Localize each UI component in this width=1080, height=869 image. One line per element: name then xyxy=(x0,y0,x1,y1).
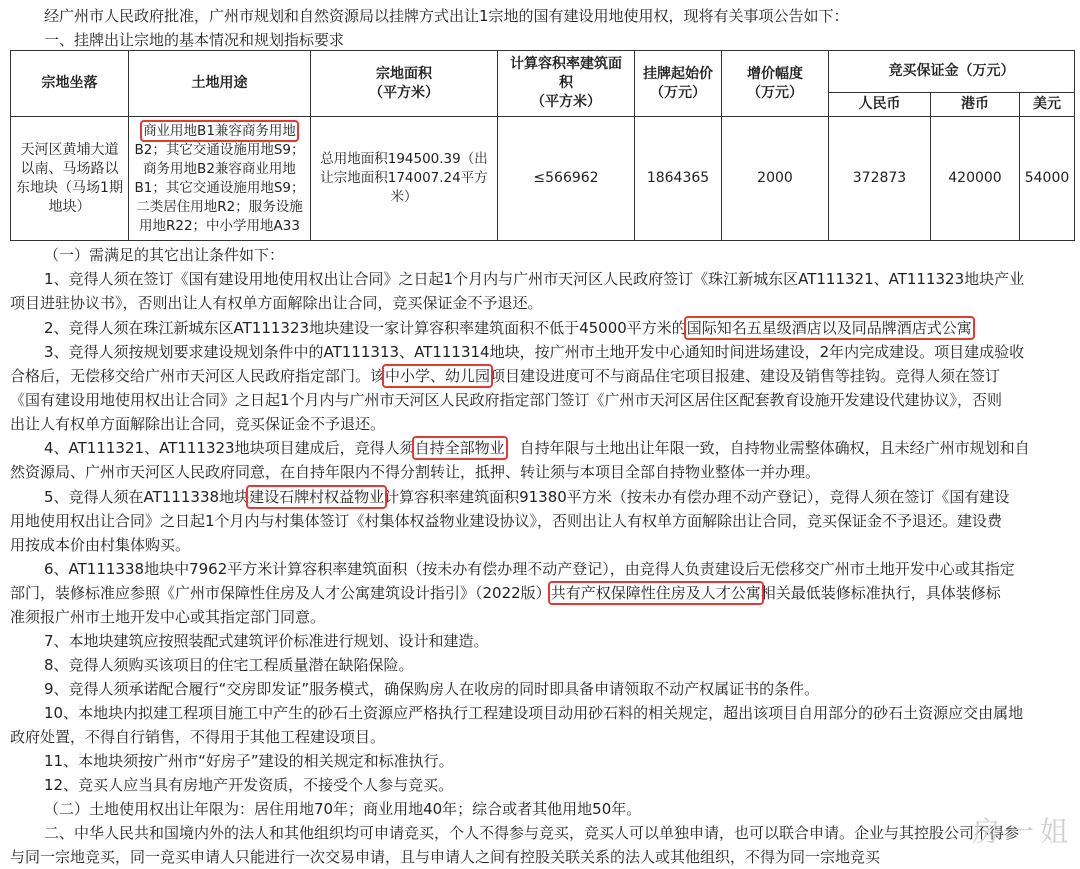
header-deposit: 竞买保证金（万元） xyxy=(829,51,1075,93)
header-usd: 美元 xyxy=(1020,93,1075,117)
header-start-price: 挂牌起始价 （万元） xyxy=(635,51,722,117)
header-hkd: 港币 xyxy=(931,93,1020,117)
condition-9: 9、竞得人须承诺配合履行“交房即发证”服务模式，确保购房人在收房的同时即具备申请领取不动产权属证书的条件。 xyxy=(44,680,820,698)
cell-location: 天河区黄埔大道以南、马场路以东地块（马场1期地块） xyxy=(11,117,129,241)
header-location: 宗地坐落 xyxy=(11,51,129,117)
condition-3-text-b: 项目建设进度可不与商品住宅项目报建、建设及销售等挂钩。竞得人须在签订 xyxy=(490,367,1001,385)
header-far-area: 计算容积率建筑面 积 （平方米） xyxy=(498,51,635,117)
intro-text: 经广州市人民政府批准，广州市规划和自然资源局以挂牌方式出让1宗地的国有建设用地使用权，现将有关事项公告如下： xyxy=(44,7,849,25)
cell-rmb: 372873 xyxy=(829,117,931,241)
condition-5-cont1: 用地使用权出让合同》之日起1个月内与村集体签订《村集体权益物业建设协议》，否则出让人有权单方面解除出让合同，竞买保证金不予退还。建设费 xyxy=(10,512,1003,530)
parcel-info-table xyxy=(10,50,1075,241)
highlight-village-property: 建设石牌村权益物业 xyxy=(249,488,385,506)
condition-10-cont: 政府处置，不得自行销售，不得用于其他工程建设项目。 xyxy=(10,728,386,746)
condition-4-text-b: ，自持年限与土地出让年限一致，自持物业需整体确权，且未经广州市规划和自 xyxy=(504,439,1030,457)
condition-6-cont2: 准须报广州市土地开发中心或其指定部门同意。 xyxy=(10,608,326,626)
cell-far-area: ≤566962 xyxy=(498,117,635,241)
condition-7: 7、本地块建筑应按照装配式建筑评价标准进行规划、设计和建造。 xyxy=(44,632,489,650)
condition-5-text-b: 计算容积率建筑面积91380平方米（按未办有偿办理不动产登记），竞得人须在签订《国有建设 xyxy=(384,488,1010,506)
watermark: 房一姐 xyxy=(971,815,1074,848)
condition-2-text: 2、竞得人须在珠江新城东区AT111323地块建设一家计算容积率建筑面积不低于45000平方米的 xyxy=(44,319,687,337)
cell-use xyxy=(129,117,311,241)
conditions-title: （一）需满足的其它出让条件如下： xyxy=(44,246,285,264)
condition-3-cont1 xyxy=(10,364,1072,388)
condition-6: 6、AT111338地块中7962平方米计算容积率建筑面积（按未办有偿办理不动产登记），由竞得人负责建设后无偿移交广州市土地开发中心或其指定 xyxy=(44,560,1015,578)
cell-area: 总用地面积194500.39（出让宗地面积174007.24平方米） xyxy=(311,117,498,241)
condition-11: 11、本地块须按广州市“好房子”建设的相关规定和标准执行。 xyxy=(44,752,454,770)
section2-text-cont: 与同一宗地竞买，同一竞买申请人只能进行一次交易申请，且与申请人之间有控股关联关系的法人或其他组织，不得为同一宗地竞买 xyxy=(10,848,881,866)
highlight-affordable-housing: 共有产权保障性住房及人才公寓 xyxy=(550,584,761,602)
condition-10: 10、本地块内拟建工程项目施工中产生的砂石土资源应严格执行工程建设项目动用砂石料的相关规定，超出该项目自用部分的砂石土资源应交由属地 xyxy=(44,704,1024,722)
highlight-schools: 中小学、幼儿园 xyxy=(385,367,491,385)
condition-3: 3、竞得人须按规划要求建设规划条件中的AT111313、AT111314地块，按广州市土地开发中心通知时间进场建设，2年内完成建设。项目建成验收 xyxy=(44,343,1025,361)
cell-hkd: 420000 xyxy=(931,117,1020,241)
header-area: 宗地面积 （平方米） xyxy=(311,51,498,117)
condition-1-cont: 项目进驻协议书》，否则出让人有权单方面解除出让合同，竞买保证金不予退还。 xyxy=(10,294,543,312)
condition-6-cont1 xyxy=(10,581,1072,605)
highlight-five-star-hotel: 国际知名五星级酒店以及同品牌酒店式公寓 xyxy=(686,319,972,337)
condition-4-cont: 然资源局、广州市天河区人民政府同意，在自持年限内不得分割转让，抵押、转让须与本项目全部自持物业整体一并办理。 xyxy=(10,463,821,481)
header-rmb: 人民币 xyxy=(829,93,931,117)
condition-4-text-a: 4、AT111321、AT111323地块项目建成后，竞得人须 xyxy=(44,439,415,457)
condition-12: 12、竞买人应当具有房地产开发资质，不接受个人参与竞买。 xyxy=(44,776,454,794)
section2-text: 二、中华人民共和国境内外的法人和其他组织均可申请竞买，个人不得参与竞买，竞买人可以单独申请，也可以联合申请。企业与其控股公司不得参 xyxy=(44,824,1020,842)
section1-title: 一、挂牌出让宗地的基本情况和规划指标要求 xyxy=(44,31,345,49)
cell-start-price: 1864365 xyxy=(635,117,722,241)
condition-5-cont2: 用按成本价由村集体购买。 xyxy=(10,536,191,554)
condition-1: 1、竞得人须在签订《国有建设用地使用权出让合同》之日起1个月内与广州市天河区人民政府签订《珠江新城东区AT111321、AT111323地块产业 xyxy=(44,270,1025,288)
condition-5-text-a: 5、竞得人须在AT111338地块 xyxy=(44,488,250,506)
condition-3-cont2: 《国有建设用地使用权出让合同》之日起1个月内与广州市天河区人民政府指定部门签订《广州市天河区居住区配套教育设施开发建设代建协议》，否则 xyxy=(10,391,1003,409)
header-increment: 增价幅度 （万元） xyxy=(722,51,829,117)
use-highlight: 商业用地B1兼容商务用地 xyxy=(143,122,296,139)
condition-5 xyxy=(44,485,1072,509)
condition-3-cont3: 出让人有权单方面解除出让合同，竞买保证金不予退还。 xyxy=(10,415,386,433)
term-years: （二）土地使用权出让年限为：居住用地70年；商业用地40年；综合或者其他用地50年。 xyxy=(44,800,642,818)
condition-6-text-a: 部门，装修标准应参照《广州市保障性住房及人才公寓建筑设计指引》（2022版） xyxy=(10,584,551,602)
cell-usd: 54000 xyxy=(1020,117,1075,241)
highlight-self-hold: 自持全部物业 xyxy=(414,439,505,457)
use-rest: B2；其它交通设施用地S9；商务用地B2兼容商业用地B1；其它交通设施用地S9；二类居住用地R2；服务设施用地R22；中小学用地A33 xyxy=(134,141,305,234)
cell-increment: 2000 xyxy=(722,117,829,241)
table-row xyxy=(11,117,1075,241)
condition-2 xyxy=(44,316,1072,340)
header-use: 土地用途 xyxy=(129,51,311,117)
condition-6-text-b: 相关最低装修标准执行，具体装修标 xyxy=(760,584,1001,602)
condition-8: 8、竞得人须购买该项目的住宅工程质量潜在缺陷保险。 xyxy=(44,656,414,674)
condition-4 xyxy=(44,436,1072,460)
condition-3-text-a: 合格后，无偿移交给广州市天河区人民政府指定部门。该 xyxy=(10,367,386,385)
